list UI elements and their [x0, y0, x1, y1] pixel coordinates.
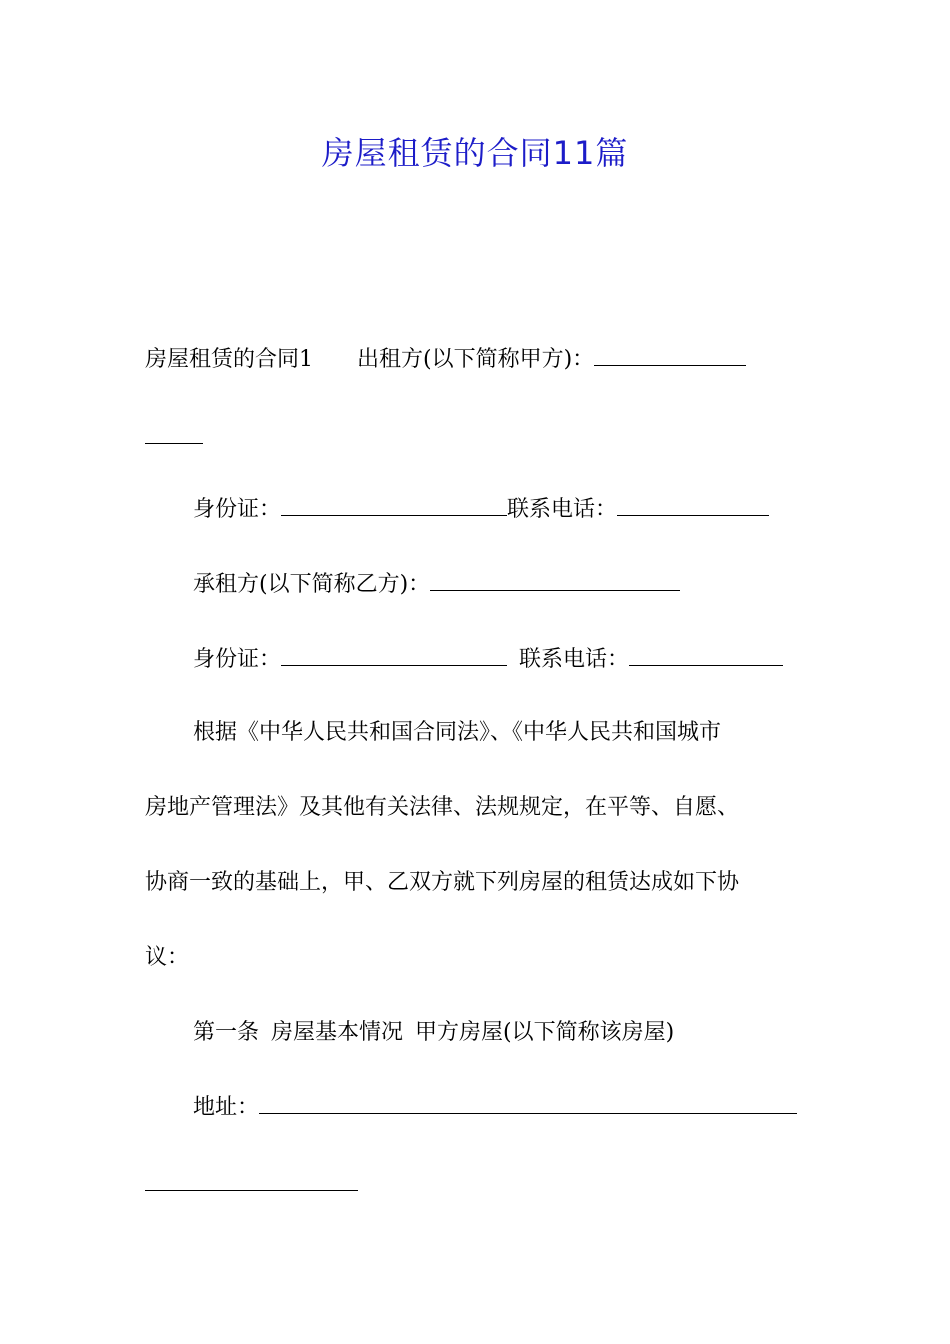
article-text: 甲方房屋(以下简称该房屋)	[415, 1020, 675, 1045]
paragraph-line: 根据《中华人民共和国合同法》、《中华人民共和国城市	[193, 720, 722, 745]
document-title: 房屋租赁的合同11篇	[321, 134, 629, 172]
lessor-id-blank[interactable]	[281, 495, 507, 516]
paragraph-line: 协商一致的基础上，甲、乙双方就下列房屋的租赁达成如下协	[145, 870, 740, 895]
lessor-id-label: 身份证：	[193, 497, 282, 522]
lessee-phone-label: 联系电话：	[519, 647, 630, 672]
article-heading: 房屋基本情况	[271, 1020, 404, 1045]
lessee-line	[193, 570, 873, 600]
address-blank[interactable]	[259, 1093, 797, 1114]
lessor-blank-continued[interactable]	[145, 443, 203, 444]
lessee-id-blank[interactable]	[281, 645, 507, 666]
lessor-blank[interactable]	[594, 345, 746, 366]
address-line	[193, 1093, 873, 1123]
lessor-line	[145, 345, 825, 375]
address-label: 地址：	[193, 1095, 260, 1120]
contract-heading: 房屋租赁的合同1	[145, 347, 313, 372]
lessee-label: 承租方(以下简称乙方)：	[193, 572, 431, 597]
lessor-label: 出租方(以下简称甲方)：	[357, 347, 595, 372]
address-blank-continued[interactable]	[145, 1190, 358, 1191]
lessee-id-label: 身份证：	[193, 647, 282, 672]
paragraph-line: 议：	[145, 945, 190, 970]
paragraph-line: 房地产管理法》及其他有关法律、法规规定，在平等、自愿、	[145, 795, 740, 820]
lessor-id-line	[193, 495, 873, 525]
lessee-id-line	[193, 645, 873, 675]
article-label: 第一条	[193, 1020, 260, 1045]
lessee-blank[interactable]	[430, 570, 680, 591]
article-one-line	[193, 1018, 873, 1048]
lessor-phone-label: 联系电话：	[507, 497, 618, 522]
lessor-phone-blank[interactable]	[617, 495, 769, 516]
lessee-phone-blank[interactable]	[629, 645, 783, 666]
